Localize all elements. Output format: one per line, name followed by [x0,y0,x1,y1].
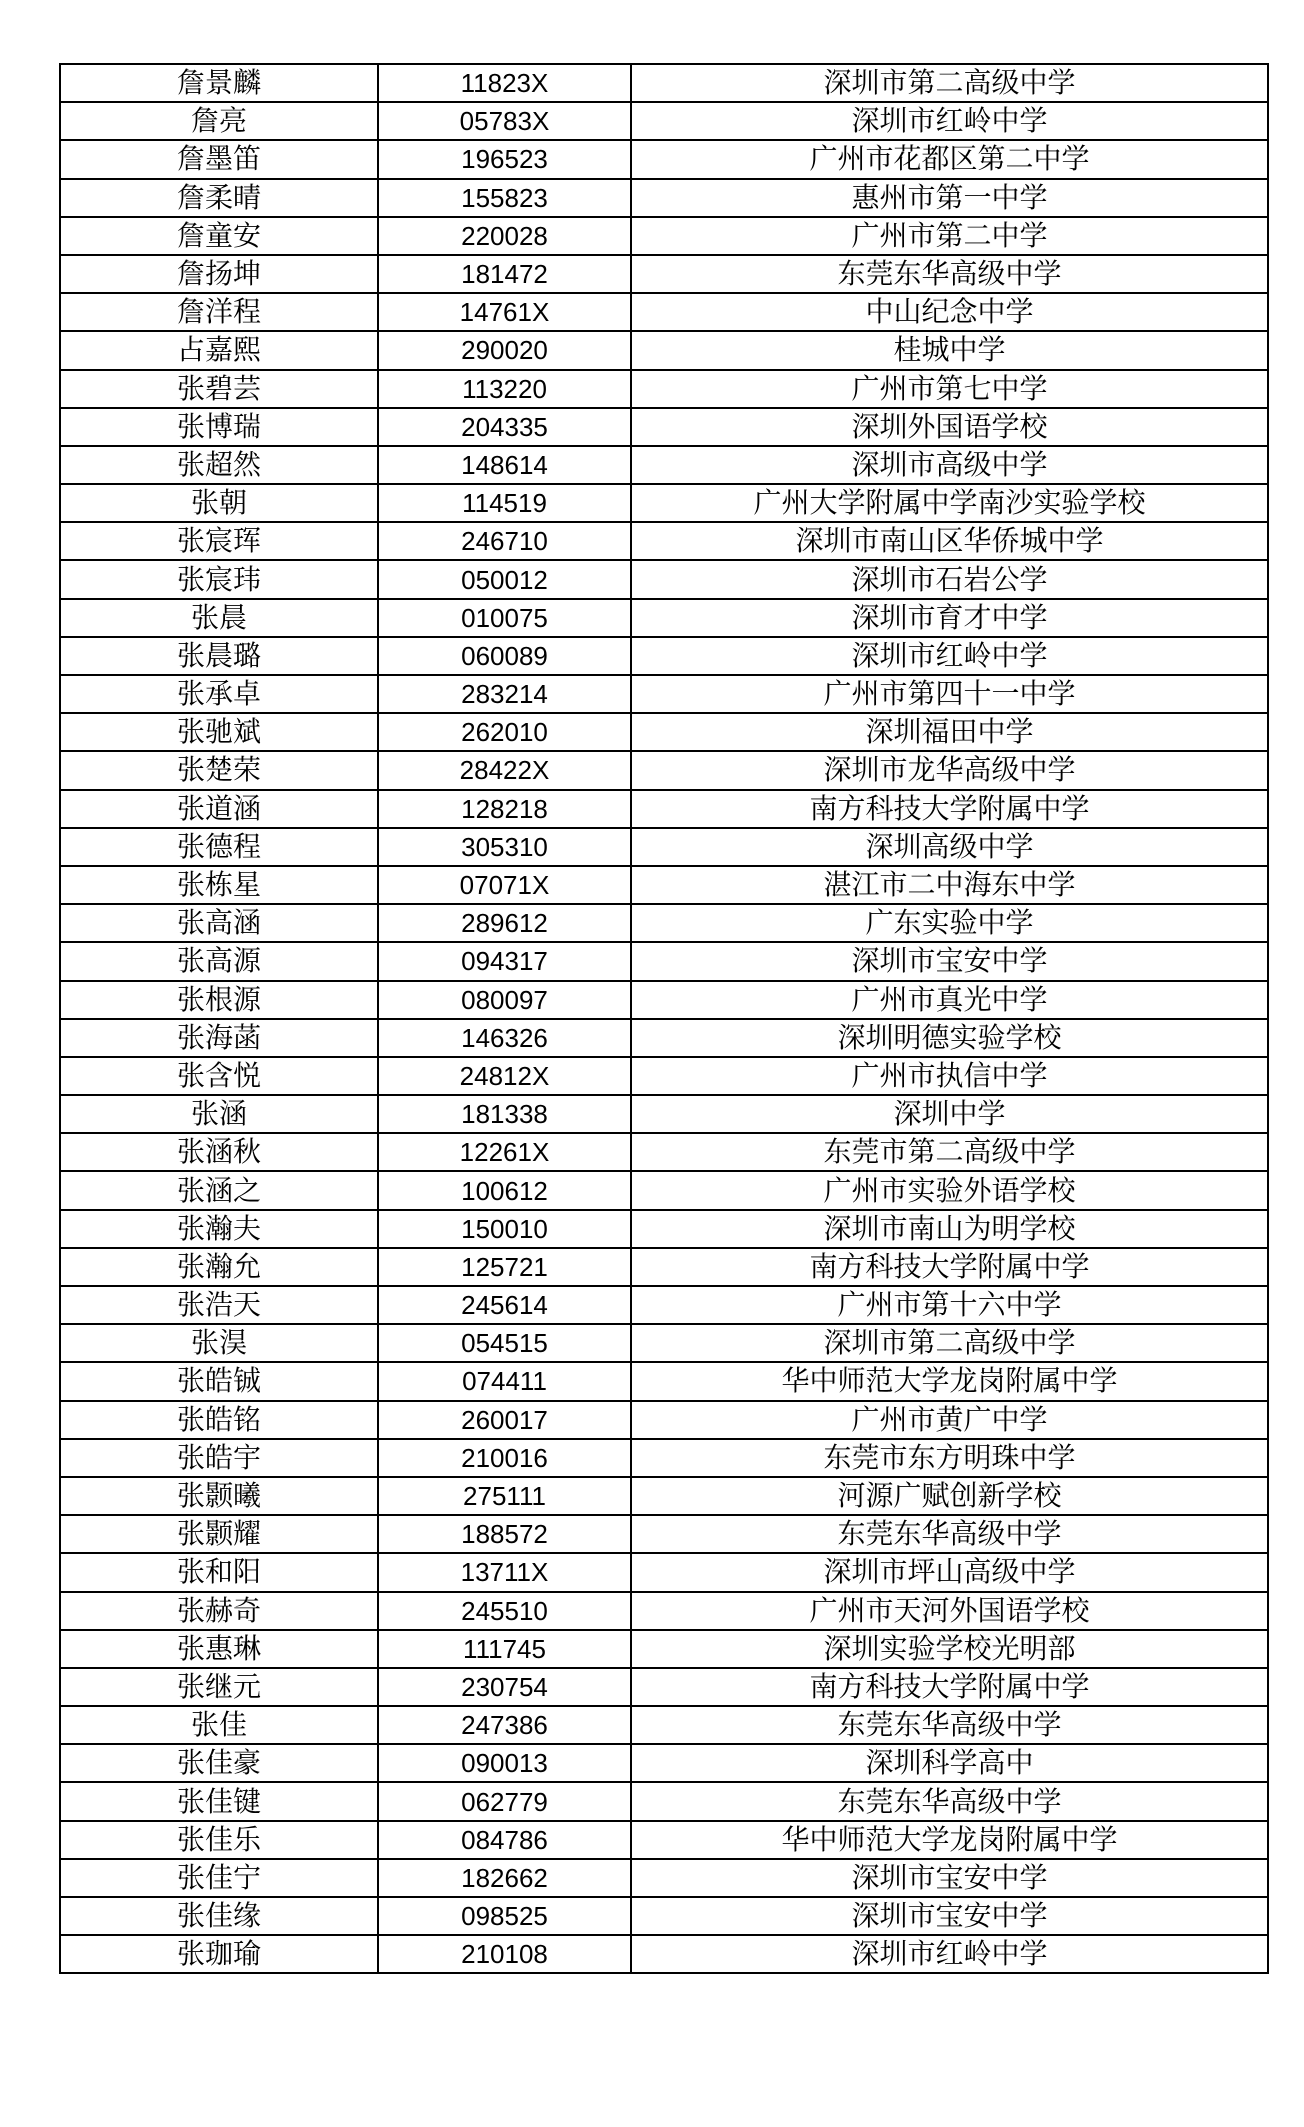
student-id-cell: 114519 [378,484,631,522]
student-id-cell: 12261X [378,1133,631,1171]
table-row [60,1935,1268,1973]
student-name-cell: 张栋星 [60,866,378,904]
student-name-cell: 张淏 [60,1324,378,1362]
student-id-cell: 155823 [378,179,631,217]
student-id-cell: 220028 [378,217,631,255]
student-name-cell: 张根源 [60,981,378,1019]
table-row [60,637,1268,675]
student-name-cell: 张浩天 [60,1286,378,1324]
school-name-cell: 广州市第七中学 [631,370,1268,408]
school-name-cell: 广州市真光中学 [631,981,1268,1019]
school-name-cell: 广州市天河外国语学校 [631,1592,1268,1630]
student-name-cell: 张佳宁 [60,1859,378,1897]
student-id-cell: 275111 [378,1477,631,1515]
table-row [60,1782,1268,1820]
table-row [60,408,1268,446]
student-name-cell: 张瀚夫 [60,1210,378,1248]
student-id-cell: 094317 [378,942,631,980]
table-row [60,713,1268,751]
student-id-cell: 182662 [378,1859,631,1897]
student-name-cell: 詹童安 [60,217,378,255]
student-id-cell: 245510 [378,1592,631,1630]
school-name-cell: 惠州市第一中学 [631,179,1268,217]
student-id-cell: 05783X [378,102,631,140]
school-name-cell: 南方科技大学附属中学 [631,1248,1268,1286]
table-row [60,1859,1268,1897]
school-name-cell: 桂城中学 [631,331,1268,369]
student-name-cell: 张涵秋 [60,1133,378,1171]
student-name-cell: 张宸珲 [60,522,378,560]
table-row [60,1668,1268,1706]
school-name-cell: 南方科技大学附属中学 [631,790,1268,828]
student-id-cell: 204335 [378,408,631,446]
school-name-cell: 广东实验中学 [631,904,1268,942]
student-id-cell: 289612 [378,904,631,942]
student-id-cell: 181472 [378,255,631,293]
student-name-cell: 张佳豪 [60,1744,378,1782]
student-id-cell: 060089 [378,637,631,675]
school-name-cell: 广州市实验外语学校 [631,1171,1268,1209]
student-name-cell: 张颢曦 [60,1477,378,1515]
student-name-cell: 张宸玮 [60,560,378,598]
student-id-cell: 262010 [378,713,631,751]
school-name-cell: 深圳市红岭中学 [631,102,1268,140]
table-row [60,1592,1268,1630]
table-row [60,675,1268,713]
student-name-cell: 张道涵 [60,790,378,828]
school-name-cell: 深圳市坪山高级中学 [631,1553,1268,1591]
school-name-cell: 深圳外国语学校 [631,408,1268,446]
student-id-cell: 188572 [378,1515,631,1553]
table-row [60,1515,1268,1553]
school-name-cell: 深圳福田中学 [631,713,1268,751]
table-row [60,904,1268,942]
student-id-cell: 07071X [378,866,631,904]
table-row [60,140,1268,178]
student-id-cell: 150010 [378,1210,631,1248]
table-row [60,1133,1268,1171]
student-name-cell: 张涵之 [60,1171,378,1209]
student-name-cell: 张晨璐 [60,637,378,675]
roster-table [59,63,1269,1974]
school-name-cell: 深圳市第二高级中学 [631,64,1268,102]
school-name-cell: 深圳市宝安中学 [631,942,1268,980]
student-name-cell: 詹洋程 [60,293,378,331]
student-id-cell: 290020 [378,331,631,369]
student-name-cell: 张佳键 [60,1782,378,1820]
table-row [60,942,1268,980]
school-name-cell: 东莞东华高级中学 [631,1515,1268,1553]
student-id-cell: 283214 [378,675,631,713]
school-name-cell: 广州市第二中学 [631,217,1268,255]
table-row [60,1362,1268,1400]
table-row [60,560,1268,598]
school-name-cell: 深圳实验学校光明部 [631,1630,1268,1668]
student-name-cell: 张皓铭 [60,1401,378,1439]
table-row [60,1744,1268,1782]
student-id-cell: 14761X [378,293,631,331]
table-row [60,217,1268,255]
student-id-cell: 146326 [378,1019,631,1057]
student-name-cell: 张朝 [60,484,378,522]
student-id-cell: 113220 [378,370,631,408]
school-name-cell: 深圳高级中学 [631,828,1268,866]
school-name-cell: 深圳科学高中 [631,1744,1268,1782]
student-name-cell: 张皓宇 [60,1439,378,1477]
school-name-cell: 东莞市东方明珠中学 [631,1439,1268,1477]
student-name-cell: 张晨 [60,599,378,637]
school-name-cell: 中山纪念中学 [631,293,1268,331]
table-row [60,484,1268,522]
student-name-cell: 张继元 [60,1668,378,1706]
student-id-cell: 246710 [378,522,631,560]
student-name-cell: 詹景麟 [60,64,378,102]
school-name-cell: 华中师范大学龙岗附属中学 [631,1821,1268,1859]
school-name-cell: 广州市黄广中学 [631,1401,1268,1439]
school-name-cell: 深圳市高级中学 [631,446,1268,484]
table-row [60,1095,1268,1133]
school-name-cell: 深圳明德实验学校 [631,1019,1268,1057]
school-name-cell: 东莞东华高级中学 [631,1706,1268,1744]
table-row [60,1248,1268,1286]
student-id-cell: 230754 [378,1668,631,1706]
student-id-cell: 245614 [378,1286,631,1324]
school-name-cell: 深圳市第二高级中学 [631,1324,1268,1362]
table-row [60,599,1268,637]
table-row [60,1553,1268,1591]
table-row [60,64,1268,102]
student-id-cell: 084786 [378,1821,631,1859]
student-name-cell: 张海菡 [60,1019,378,1057]
table-row [60,1210,1268,1248]
student-name-cell: 张佳缘 [60,1897,378,1935]
student-name-cell: 詹亮 [60,102,378,140]
student-name-cell: 张楚荣 [60,751,378,789]
student-name-cell: 张高源 [60,942,378,980]
student-name-cell: 张颢耀 [60,1515,378,1553]
student-id-cell: 196523 [378,140,631,178]
student-name-cell: 张驰斌 [60,713,378,751]
table-row [60,1821,1268,1859]
table-row [60,981,1268,1019]
student-name-cell: 张和阳 [60,1553,378,1591]
school-name-cell: 深圳市龙华高级中学 [631,751,1268,789]
student-id-cell: 074411 [378,1362,631,1400]
student-id-cell: 128218 [378,790,631,828]
table-row [60,179,1268,217]
student-id-cell: 11823X [378,64,631,102]
table-row [60,751,1268,789]
student-id-cell: 125721 [378,1248,631,1286]
table-row [60,1171,1268,1209]
school-name-cell: 东莞东华高级中学 [631,255,1268,293]
student-id-cell: 098525 [378,1897,631,1935]
table-row [60,1324,1268,1362]
student-name-cell: 张含悦 [60,1057,378,1095]
student-name-cell: 张德程 [60,828,378,866]
student-id-cell: 111745 [378,1630,631,1668]
student-id-cell: 210016 [378,1439,631,1477]
school-name-cell: 广州大学附属中学南沙实验学校 [631,484,1268,522]
table-row [60,1286,1268,1324]
table-row [60,1630,1268,1668]
student-name-cell: 詹墨笛 [60,140,378,178]
student-name-cell: 张惠琳 [60,1630,378,1668]
student-name-cell: 张承卓 [60,675,378,713]
school-name-cell: 深圳市宝安中学 [631,1859,1268,1897]
school-name-cell: 广州市第四十一中学 [631,675,1268,713]
table-row [60,255,1268,293]
school-name-cell: 深圳市红岭中学 [631,637,1268,675]
student-id-cell: 247386 [378,1706,631,1744]
table-row [60,828,1268,866]
school-name-cell: 深圳中学 [631,1095,1268,1133]
table-row [60,293,1268,331]
school-name-cell: 东莞市第二高级中学 [631,1133,1268,1171]
table-row [60,102,1268,140]
student-id-cell: 13711X [378,1553,631,1591]
table-row [60,1897,1268,1935]
table-row [60,790,1268,828]
student-id-cell: 080097 [378,981,631,1019]
student-name-cell: 张皓铖 [60,1362,378,1400]
student-name-cell: 詹扬坤 [60,255,378,293]
student-id-cell: 210108 [378,1935,631,1973]
table-row [60,1706,1268,1744]
table-row [60,1477,1268,1515]
student-name-cell: 张涵 [60,1095,378,1133]
table-row [60,446,1268,484]
school-name-cell: 深圳市育才中学 [631,599,1268,637]
school-name-cell: 广州市执信中学 [631,1057,1268,1095]
table-row [60,1439,1268,1477]
student-id-cell: 090013 [378,1744,631,1782]
school-name-cell: 南方科技大学附属中学 [631,1668,1268,1706]
school-name-cell: 河源广赋创新学校 [631,1477,1268,1515]
student-id-cell: 010075 [378,599,631,637]
school-name-cell: 华中师范大学龙岗附属中学 [631,1362,1268,1400]
student-name-cell: 张超然 [60,446,378,484]
student-name-cell: 张高涵 [60,904,378,942]
table-row [60,370,1268,408]
student-id-cell: 148614 [378,446,631,484]
school-name-cell: 深圳市南山为明学校 [631,1210,1268,1248]
roster-table-body [60,64,1268,1973]
school-name-cell: 东莞东华高级中学 [631,1782,1268,1820]
student-id-cell: 062779 [378,1782,631,1820]
student-name-cell: 张佳 [60,1706,378,1744]
student-name-cell: 詹柔晴 [60,179,378,217]
table-row [60,331,1268,369]
school-name-cell: 深圳市石岩公学 [631,560,1268,598]
student-name-cell: 张碧芸 [60,370,378,408]
table-row [60,1057,1268,1095]
school-name-cell: 深圳市红岭中学 [631,1935,1268,1973]
student-id-cell: 305310 [378,828,631,866]
student-name-cell: 张珈瑜 [60,1935,378,1973]
student-id-cell: 28422X [378,751,631,789]
student-id-cell: 24812X [378,1057,631,1095]
student-name-cell: 占嘉熙 [60,331,378,369]
student-name-cell: 张佳乐 [60,1821,378,1859]
table-row [60,522,1268,560]
school-name-cell: 湛江市二中海东中学 [631,866,1268,904]
student-name-cell: 张赫奇 [60,1592,378,1630]
school-name-cell: 深圳市宝安中学 [631,1897,1268,1935]
student-name-cell: 张瀚允 [60,1248,378,1286]
table-row [60,866,1268,904]
table-row [60,1401,1268,1439]
school-name-cell: 广州市花都区第二中学 [631,140,1268,178]
student-id-cell: 100612 [378,1171,631,1209]
student-name-cell: 张博瑞 [60,408,378,446]
student-id-cell: 181338 [378,1095,631,1133]
student-id-cell: 054515 [378,1324,631,1362]
table-row [60,1019,1268,1057]
school-name-cell: 广州市第十六中学 [631,1286,1268,1324]
student-id-cell: 050012 [378,560,631,598]
student-id-cell: 260017 [378,1401,631,1439]
school-name-cell: 深圳市南山区华侨城中学 [631,522,1268,560]
